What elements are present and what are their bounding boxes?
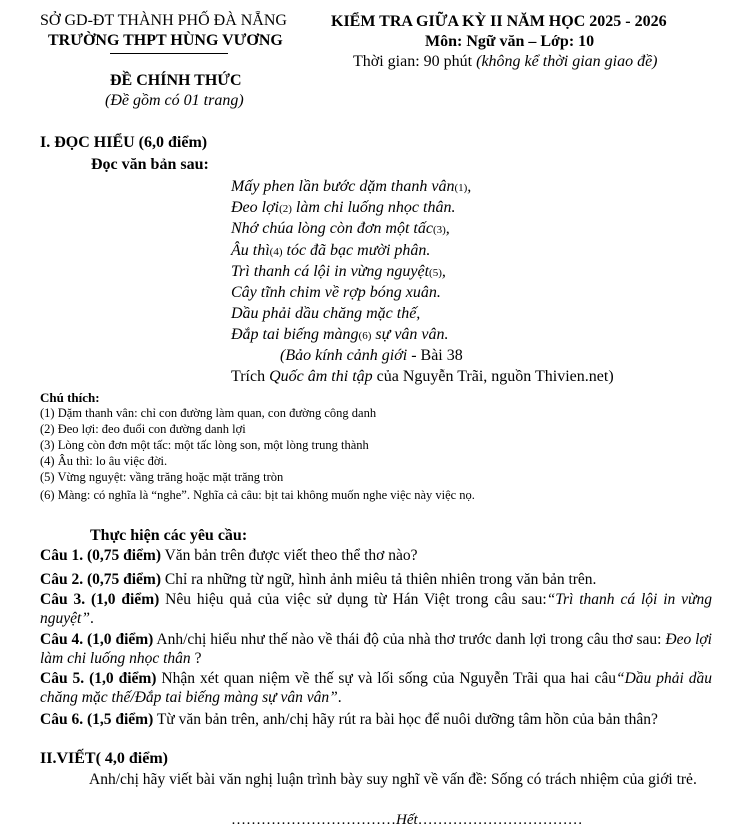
question-3: Câu 3. (1,0 điểm) Nêu hiệu quả của việc sử dụng từ Hán Việt trong câu sau:“Trì thanh cá lội in vừng nguyệt”.: [40, 591, 712, 627]
tasks-heading: Thực hiện các yêu cầu:: [90, 527, 248, 544]
subject-text: Môn: Ngữ văn – Lớp: 10: [425, 33, 595, 50]
note-item: (3) Lòng còn đơn một tấc: một tấc lòng son, một lòng trung thành: [40, 438, 369, 452]
question-2: Câu 2. (0,75 điểm) Chỉ ra những từ ngữ, hình ảnh miêu tả thiên nhiên trong văn bản trên.: [40, 571, 597, 588]
poem-line: Mấy phen lần bước dặm thanh vân(1),: [231, 178, 472, 195]
part2-prompt: Anh/chị hãy viết bài văn nghị luận trình bày suy nghĩ về vấn đề: Sống có trách nhiệm của giới trẻ.: [89, 771, 697, 788]
official-label: ĐỀ CHÍNH THỨC: [110, 72, 242, 89]
exam-title: KIỂM TRA GIỮA KỲ II NĂM HỌC 2025 - 2026: [331, 13, 667, 30]
question-6: Câu 6. (1,5 điểm) Từ văn bản trên, anh/chị hãy rút ra bài học để nuôi dưỡng tâm hồn của bản thân?: [40, 711, 658, 728]
school-name: TRƯỜNG THPT HÙNG VƯƠNG: [48, 32, 283, 49]
note-item: (6) Màng: có nghĩa là “nghe”. Nghĩa cả câu: bịt tai không muốn nghe việc này việc nọ.: [40, 488, 475, 502]
part2-heading: II.VIẾT( 4,0 điểm): [40, 750, 169, 767]
part1-heading: I. ĐỌC HIỂU (6,0 điểm): [40, 134, 208, 151]
poem-line: Cây tĩnh chim về rợp bóng xuân.: [231, 284, 441, 301]
time-prefix: Thời gian: 90 phút: [353, 53, 477, 70]
note-item: (2) Đeo lợi: đeo đuổi con đường danh lợi: [40, 422, 246, 436]
department-name: SỞ GD-ĐT THÀNH PHỐ ĐÀ NẴNG: [40, 12, 287, 29]
question-4: Câu 4. (1,0 điểm) Anh/chị hiểu như thế nào về thái độ của nhà thơ trước danh lợi trong câu thơ sau: Đeo lợi làm chi luống nhọc thân ?: [40, 631, 712, 667]
pages-note: (Đề gồm có 01 trang): [105, 92, 244, 109]
notes-heading: Chú thích:: [40, 390, 100, 405]
question-1: Câu 1. (0,75 điểm) Văn bản trên được viết theo thể thơ nào?: [40, 547, 418, 564]
note-item: (1) Dặm thanh vân: chỉ con đường làm quan, con đường công danh: [40, 406, 377, 420]
note-item: (5) Vừng nguyệt: vầng trăng hoặc mặt trăng tròn: [40, 470, 284, 484]
note-item: (4) Âu thì: lo âu việc đời.: [40, 454, 168, 468]
poem-line: Trì thanh cá lội in vừng nguyệt(5),: [231, 263, 446, 280]
subject-line: [425, 33, 594, 51]
poem-line: Dầu phải dầu chăng mặc thế,: [231, 305, 421, 322]
time-line: [353, 53, 658, 71]
time-note: (không kể thời gian giao đề): [476, 53, 658, 70]
poem-line: Đắp tai biếng màng(6) sự vân vân.: [231, 326, 449, 343]
poem-line: Nhớ chúa lòng còn đơn một tấc(3),: [231, 220, 450, 237]
school-underline: [110, 53, 228, 54]
poem-line: Âu thì(4) tóc đã bạc mười phân.: [231, 242, 431, 259]
part1-instruction: Đọc văn bản sau:: [91, 156, 209, 173]
poem-source: Trích Quốc âm thi tập của Nguyễn Trãi, nguồn Thivien.net): [231, 368, 614, 385]
question-5: Câu 5. (1,0 điểm) Nhận xét quan niệm về thế sự và lối sống của Nguyễn Trãi qua hai câu“Dầu phải dầu chăng mặc thế/Đắp tai biếng màng sự vân vân”.: [40, 670, 713, 706]
end-marker: ……………………………Hết……………………………: [231, 812, 583, 828]
poem-line: Đeo lợi(2) làm chi luống nhọc thân.: [231, 199, 456, 216]
poem-title: (Bảo kính cảnh giới - Bài 38: [280, 347, 463, 364]
